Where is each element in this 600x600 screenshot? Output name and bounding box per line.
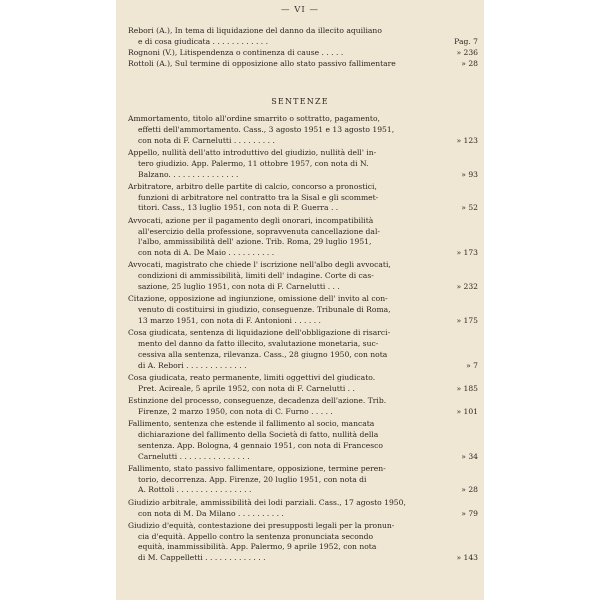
sentenza-entry-text: Pret. Acireale, 5 aprile 1952, con nota di F. Carnelutti . . [138, 383, 355, 393]
sentenza-entry-text: cia d'equità. Appello contro la sentenza pronunciata secondo [138, 531, 374, 541]
sentenza-entry-line [138, 226, 478, 237]
sentenza-entry-text: cessiva alla sentenza, rilevanza. Cass., 28 giugno 1950, con nota [138, 349, 388, 359]
sentenza-entry-line [138, 383, 478, 394]
sentenza-entry-line [128, 113, 478, 124]
sentenza-entry-line [138, 406, 478, 417]
sentenza-entry-text: Firenze, 2 marzo 1950, con nota di C. Furno . . . . . [138, 406, 333, 416]
sentenza-entry-line [138, 440, 478, 451]
sentenza-entry-line [138, 169, 478, 180]
sentenza-entry-page-ref: » 79 [461, 508, 478, 518]
sentenza-entry-text: Citazione, opposizione ad ingiunzione, omissione dell' invito al con- [128, 294, 388, 304]
sentenza-entry-line [138, 158, 478, 169]
sentenza-entry-text: sentenza. App. Bologna, 4 gennaio 1951, con nota di Francesco [138, 440, 383, 450]
sentenza-entry-text: tero giudizio. App. Palermo, 11 ottobre 1957, con nota di N. [138, 158, 369, 168]
sentenza-entry-text: Avvocati, azione per il pagamento degli onorari, incompatibilità [128, 215, 374, 225]
author-entry-line [128, 47, 478, 58]
author-entry-line [128, 58, 478, 69]
sentenza-entry-text: Balzano. . . . . . . . . . . . . . . [138, 169, 239, 179]
sentenza-entry-line [138, 508, 478, 519]
author-entry-text: e di cosa giudicata . . . . . . . . . . . . [138, 37, 269, 46]
sentenza-entry-text: torio, decorrenza. App. Firenze, 20 luglio 1951, con nota di [138, 474, 367, 484]
sentenza-entry-text: Carnelutti . . . . . . . . . . . . . . . [138, 451, 250, 461]
sentenza-entry-page-ref: » 93 [461, 169, 478, 179]
sentenza-entry-page-ref: » 28 [461, 485, 478, 495]
sentenza-entry-page-ref: » 101 [456, 406, 478, 416]
sentenza-entry-line [128, 259, 478, 270]
sentenza-entry-line [138, 474, 478, 485]
sentenza-entry-text: all'esercizio della professione, sopravvenuta cancellazione dal- [138, 226, 380, 236]
author-entry-text: Rognoni (V.), Litispendenza o continenza di cause . . . . . [128, 48, 344, 57]
sentenza-entry-text: di A. Rebori . . . . . . . . . . . . . [138, 360, 247, 370]
sentenza-entry-page-ref: » 123 [456, 135, 478, 145]
sentenza-entry-line [138, 315, 478, 326]
sentenza-entry-line [138, 338, 478, 349]
sentenza-entry-page-ref: » 52 [461, 203, 478, 213]
sentenza-entry-line [138, 281, 478, 292]
sentenza-entry-line [128, 147, 478, 158]
sentenza-entry-line [128, 418, 478, 429]
sentenza-entry-line [138, 124, 478, 135]
sentenza-entry-page-ref: » 34 [461, 451, 478, 461]
sentenza-entry-line [138, 531, 478, 542]
sentenza-entry-text: Giudizio arbitrale, ammissibilità dei lodi parziali. Cass., 17 agosto 1950, [128, 497, 406, 507]
author-entry-line [128, 25, 478, 36]
sentenza-entry-text: sazione, 25 luglio 1951, con nota di F. Carnelutti . . . [138, 282, 340, 291]
sentenza-entry-line [138, 541, 478, 552]
sentenza-entry-line [138, 236, 478, 247]
sentenza-entry-text: A. Rottoli . . . . . . . . . . . . . . . . [138, 485, 252, 495]
sentenza-entry-line [128, 372, 478, 383]
sentenza-entry-text: Appello, nullità dell'atto introduttivo del giudizio, nullità dell' in- [128, 147, 377, 157]
sentenza-entry-line [128, 327, 478, 338]
sentenza-entry-line [138, 349, 478, 360]
sentenza-entry-line [128, 181, 478, 192]
section-title: SENTENZE [271, 97, 329, 106]
author-entry-text: Rottoli (A.), Sul termine di opposizione allo stato passivo fallimentare [128, 59, 396, 68]
sentenza-entry-text: con nota di M. Da Milano . . . . . . . . . . [138, 508, 284, 518]
sentenza-entry-text: 13 marzo 1951, con nota di F. Antonioni . . . . . . [138, 315, 321, 325]
sentenza-entry-line [138, 429, 478, 440]
sentenza-entry-text: venuto di costituirsi in giudizio, conseguenze. Tribunale di Roma, [138, 305, 391, 315]
sentenza-entry-page-ref: » 185 [456, 383, 478, 393]
sentenza-entry-line [138, 202, 478, 213]
sentenza-entry-page-ref: » 232 [456, 282, 478, 291]
sentenza-entry-line [138, 484, 478, 495]
sentenza-entry-line [128, 293, 478, 304]
sentenza-entry-text: funzioni di arbitratore nel contratto tra la Sisal e gli scommet- [138, 192, 379, 202]
sentenza-entry-text: Cosa giudicata, reato permanente, limiti oggettivi del giudicato. [128, 372, 376, 382]
sentenza-entry-line [128, 215, 478, 226]
sentenza-entry-text: Estinzione del processo, conseguenze, decadenza dell'azione. Trib. [128, 396, 387, 405]
sentenza-entry-text: Fallimento, stato passivo fallimentare, opposizione, termine peren- [128, 463, 386, 473]
sentenza-entry-text: con nota di F. Carnelutti . . . . . . . . . [138, 135, 275, 145]
sentenza-entry-text: titori. Cass., 13 luglio 1951, con nota di P. Guerra . . [138, 203, 339, 213]
sentenza-entry-line [128, 497, 478, 508]
sentenza-entry-line [138, 360, 478, 371]
book-page [116, 0, 484, 600]
author-entry-page-ref: » 28 [461, 59, 478, 68]
sentenza-entry-page-ref: » 175 [456, 315, 478, 325]
sentenza-entry-text: Ammortamento, titolo all'ordine smarrito o sottratto, pagamento, [128, 114, 380, 123]
sentenza-entry-text: Avvocati, magistrato che chiede l' iscrizione nell'albo degli avvocati, [128, 260, 391, 270]
author-entry-line [138, 36, 478, 47]
sentenza-entry-text: Giudizio d'equità, contestazione dei presupposti legali per la pronun- [128, 520, 395, 530]
sentenza-entry-line [128, 395, 478, 406]
sentenza-entry-text: dichiarazione del fallimento della Società di fatto, nullità della [138, 429, 379, 439]
sentenza-entry-line [128, 520, 478, 531]
sentenza-entry-text: di M. Cappelletti . . . . . . . . . . . . . [138, 553, 266, 563]
sentenza-entry-text: effetti dell'ammortamento. Cass., 3 agosto 1951 e 13 agosto 1951, [138, 124, 395, 134]
sentenza-entry-page-ref: » 173 [456, 248, 478, 258]
author-entry-page-ref: Pag. 7 [454, 37, 478, 46]
sentenza-entry-text: Cosa giudicata, sentenza di liquidazione dell'obbligazione di risarci- [128, 328, 391, 338]
sentenza-entry-line [128, 463, 478, 474]
sentenza-entry-line [138, 135, 478, 146]
sentenza-entry-page-ref: » 7 [466, 360, 478, 370]
sentenza-entry-line [138, 247, 478, 258]
sentenza-entry-line [138, 304, 478, 315]
sentenza-entry-page-ref: » 143 [456, 553, 478, 563]
sentenza-entry-text: mento del danno da fatto illecito, svalutazione monetaria, suc- [138, 339, 379, 348]
sentenza-entry-text: equità, inammissibilità. App. Palermo, 9 aprile 1952, con nota [138, 542, 377, 552]
sentenza-entry-text: Arbitratore, arbitro delle partite di calcio, concorso a pronostici, [128, 181, 377, 191]
page-number-header: — VI — [281, 5, 319, 15]
sentenza-entry-text: condizioni di ammissibilità, limiti dell' indagine. Corte di cas- [138, 271, 374, 281]
sentenza-entry-text: con nota di A. De Maio . . . . . . . . . . [138, 248, 275, 258]
sentenza-entry-line [138, 451, 478, 462]
sentenza-entry-line [138, 270, 478, 281]
sentenza-entry-line [138, 192, 478, 203]
sentenza-entry-line [138, 552, 478, 563]
sentenza-entry-text: Fallimento, sentenza che estende il fallimento al socio, mancata [128, 419, 375, 429]
author-entry-page-ref: » 236 [456, 48, 478, 57]
sentenza-entry-text: l'albo, ammissibilità dell' azione. Trib. Roma, 29 luglio 1951, [138, 237, 372, 247]
author-entry-text: Rebori (A.), In tema di liquidazione del danno da illecito aquiliano [128, 26, 382, 35]
